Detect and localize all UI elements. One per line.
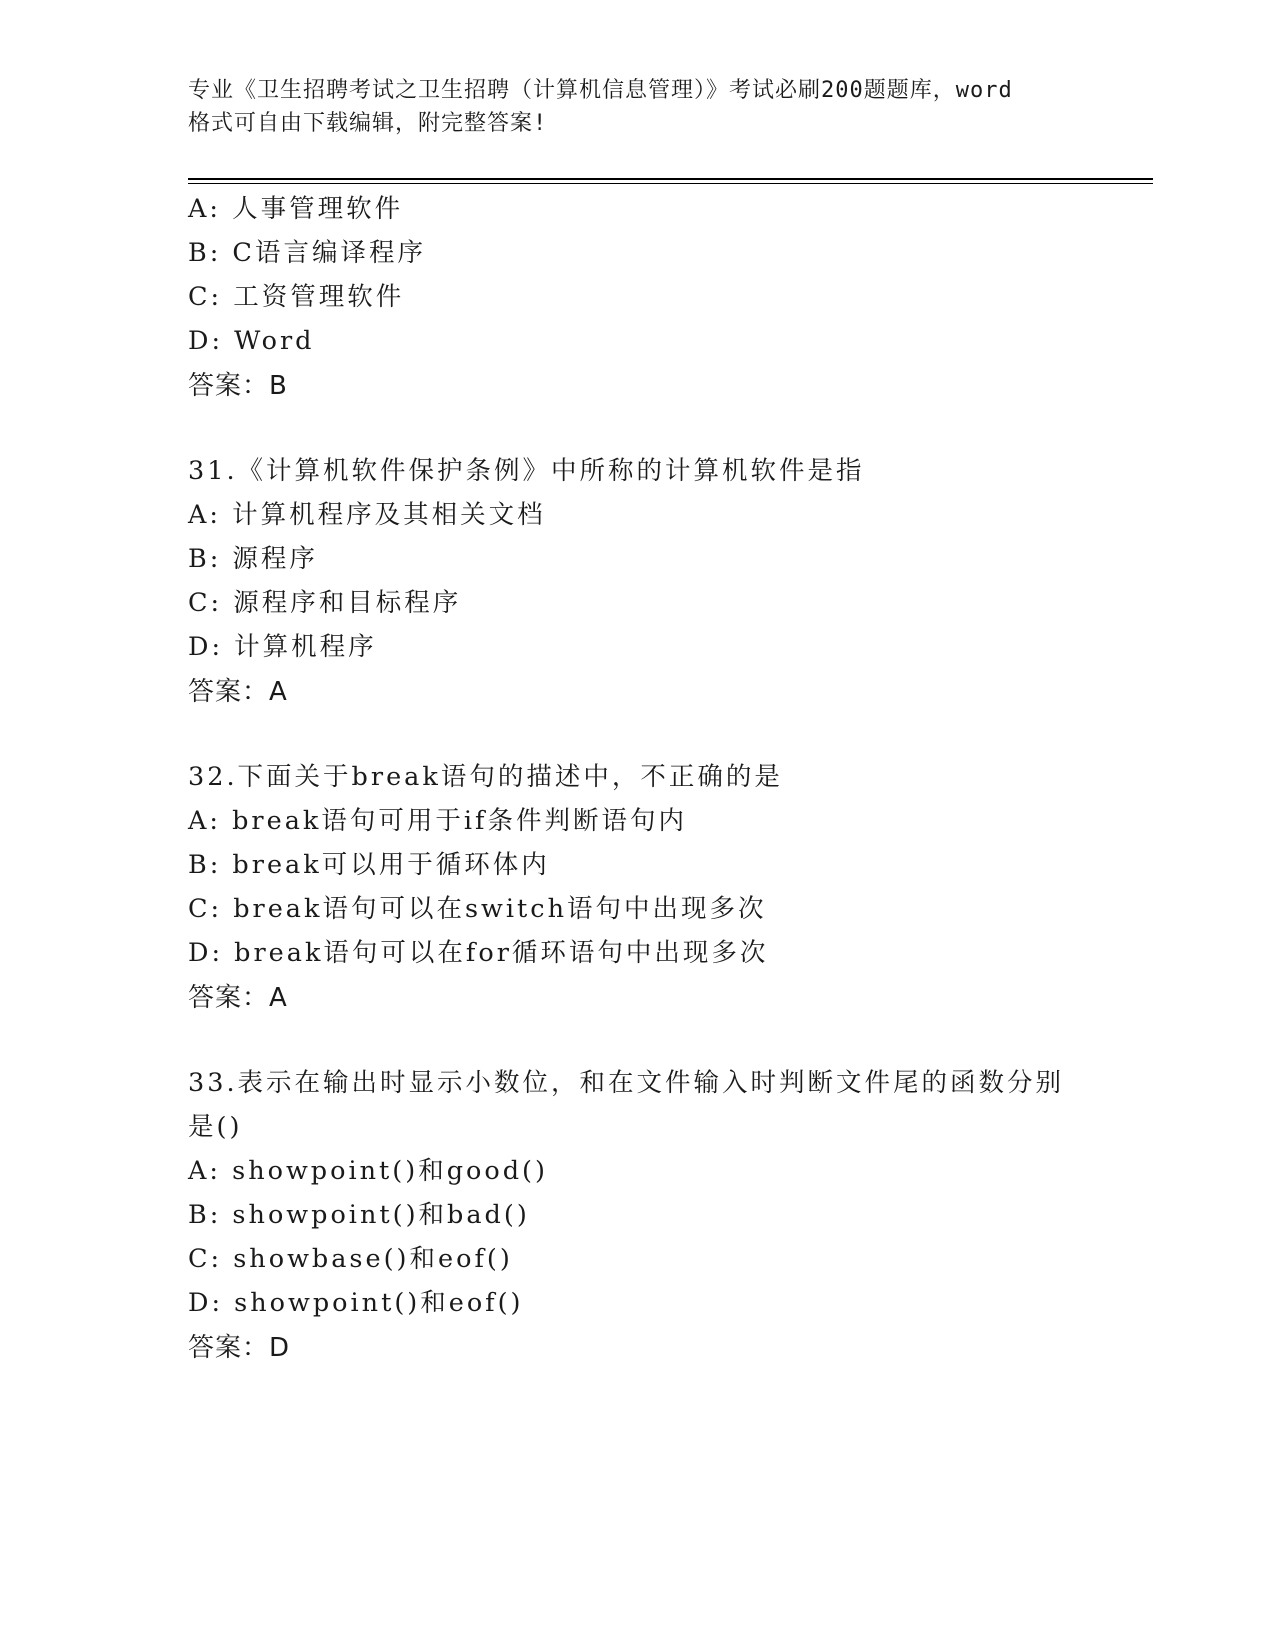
header-line-1: 专业《卫生招聘考试之卫生招聘（计算机信息管理）》考试必刷200题题库，word xyxy=(188,78,1013,103)
option-a: A: showpoint()和good() xyxy=(188,1156,548,1186)
answer-label: 答案：A xyxy=(188,983,288,1013)
option-d: D: showpoint()和eof() xyxy=(188,1288,524,1318)
question-33-stem: 33.表示在输出时显示小数位，和在文件输入时判断文件尾的函数分别 xyxy=(188,1068,1065,1098)
option-b: B: showpoint()和bad() xyxy=(188,1200,530,1230)
header-line-2: 格式可自由下载编辑，附完整答案! xyxy=(188,111,548,136)
option-d: D: break语句可以在for循环语句中出现多次 xyxy=(188,938,769,968)
header-rule-thick xyxy=(188,178,1153,180)
option-c: C: showbase()和eof() xyxy=(188,1244,513,1274)
option-a: A: 人事管理软件 xyxy=(188,194,404,224)
option-a: A: break语句可用于if条件判断语句内 xyxy=(188,806,687,836)
option-c: C: 源程序和目标程序 xyxy=(188,588,462,618)
option-c: C: 工资管理软件 xyxy=(188,282,405,312)
option-c: C: break语句可以在switch语句中出现多次 xyxy=(188,894,767,924)
question-33-stem-cont: 是() xyxy=(188,1112,243,1142)
question-32-stem: 32.下面关于break语句的描述中，不正确的是 xyxy=(188,762,783,792)
option-b: B: 源程序 xyxy=(188,544,318,574)
answer-label: 答案：D xyxy=(188,1333,291,1363)
answer-label: 答案：B xyxy=(188,371,288,401)
header-rule-thin xyxy=(188,183,1153,184)
question-31-stem: 31.《计算机软件保护条例》中所称的计算机软件是指 xyxy=(188,456,865,486)
option-d: D: 计算机程序 xyxy=(188,632,377,662)
option-d: D: Word xyxy=(188,326,315,356)
option-b: B: C语言编译程序 xyxy=(188,238,426,268)
document-header xyxy=(188,74,1088,140)
answer-label: 答案：A xyxy=(188,677,288,707)
option-a: A: 计算机程序及其相关文档 xyxy=(188,500,546,530)
option-b: B: break可以用于循环体内 xyxy=(188,850,550,880)
